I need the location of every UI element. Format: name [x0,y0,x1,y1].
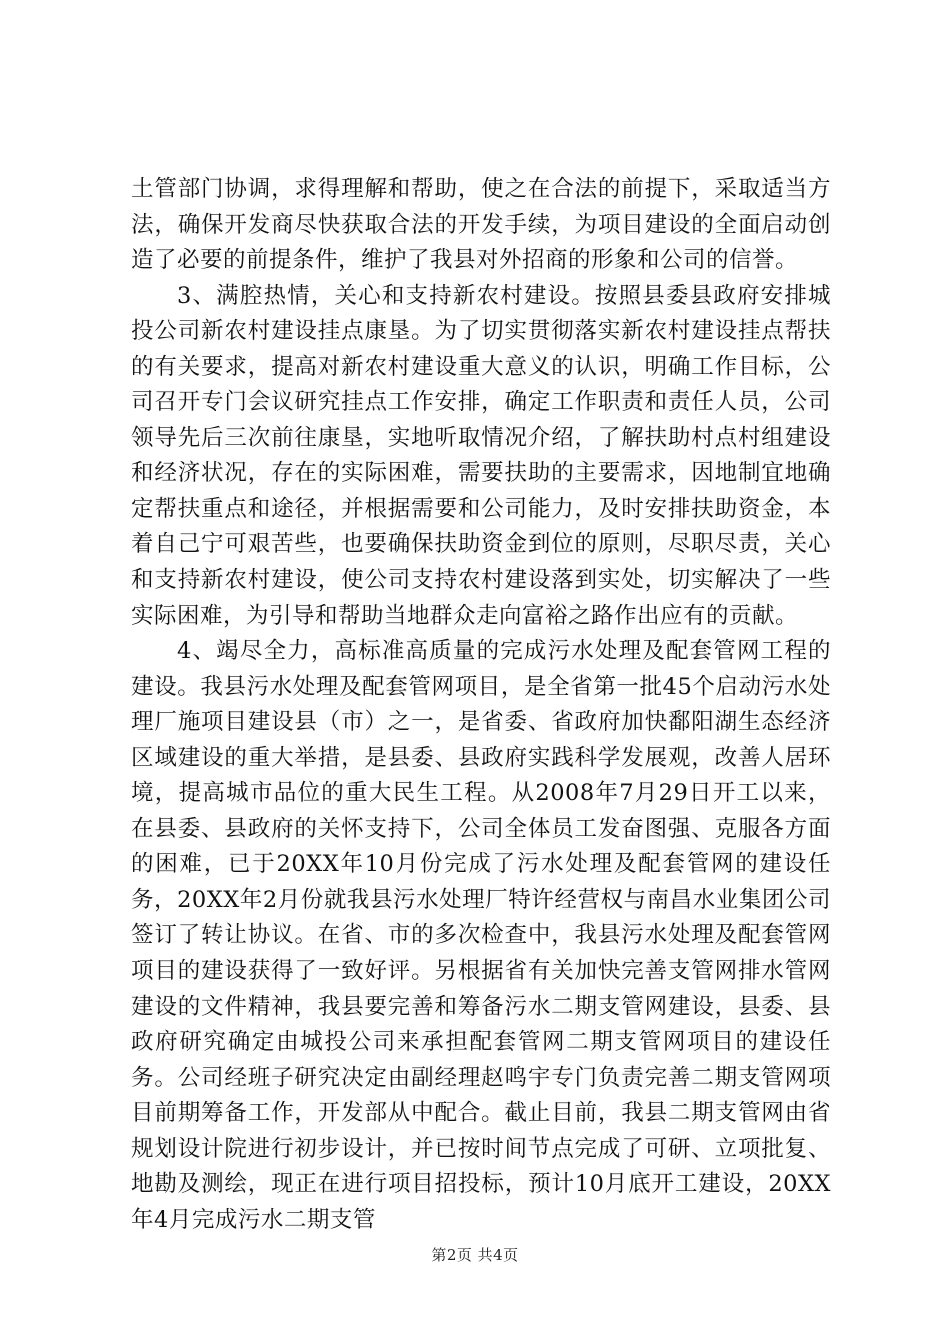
page-footer: 第2页 共4页 [431,1246,519,1264]
paragraph-continuation: 土管部门协调，求得理解和帮助，使之在合法的前提下，采取适当方法，确保开发商尽快获取合法的开发手续，为项目建设的全面启动创造了必要的前提条件，维护了我县对外招商的形象和公司的信誉。 [131,176,831,274]
document-body [131,172,831,1238]
paragraph-sewage-treatment: 4、竭尽全力，高标准高质量的完成污水处理及配套管网工程的建设。我县污水处理及配套管网项目，是全省第一批45个启动污水处理厂施项目建设县（市）之一，是省委、省政府加快鄱阳湖生态经济区域建设的重大举措，是县委、县政府实践科学发展观，改善人居环境，提高城市品位的重大民生工程。从2008年7月29日开工以来，在县委、县政府的关怀支持下，公司全体员工发奋图强、克服各方面的困难，已于20XX年10月份完成了污水处理及配套管网的建设任务，20XX年2月份就我县污水处理厂特许经营权与南昌水业集团公司签订了转让协议。在省、市的多次检查中，我县污水处理及配套管网项目的建设获得了一致好评。另根据省有关加快完善支管网排水管网建设的文件精神，我县要完善和筹备污水二期支管网建设，县委、县政府研究确定由城投公司来承担配套管网二期支管网项目的建设任务。公司经班子研究决定由副经理赵鸣宇专门负责完善二期支管网项目前期筹备工作，开发部从中配合。截止目前，我县二期支管网由省规划设计院进行初步设计，并已按时间节点完成了可研、立项批复、地勘及测绘，现正在进行项目招投标，预计10月底开工建设，20XX年4月完成污水二期支管 [131,638,831,1233]
paragraph-new-rural-construction: 3、满腔热情，关心和支持新农村建设。按照县委县政府安排城投公司新农村建设挂点康垦。为了切实贯彻落实新农村建设挂点帮扶的有关要求，提高对新农村建设重大意义的认识，明确工作目标，公司召开专门会议研究挂点工作安排，确定工作职责和责任人员，公司领导先后三次前往康垦，实地听取情况介绍，了解扶助村点村组建设和经济状况，存在的实际困难，需要扶助的主要需求，因地制宜地确定帮扶重点和途径，并根据需要和公司能力，及时安排扶助资金，本着自己宁可艰苦些，也要确保扶助资金到位的原则，尽职尽责，关心和支持新农村建设，使公司支持农村建设落到实处，切实解决了一些实际困难，为引导和帮助当地群众走向富裕之路作出应有的贡献。 [131,282,831,629]
